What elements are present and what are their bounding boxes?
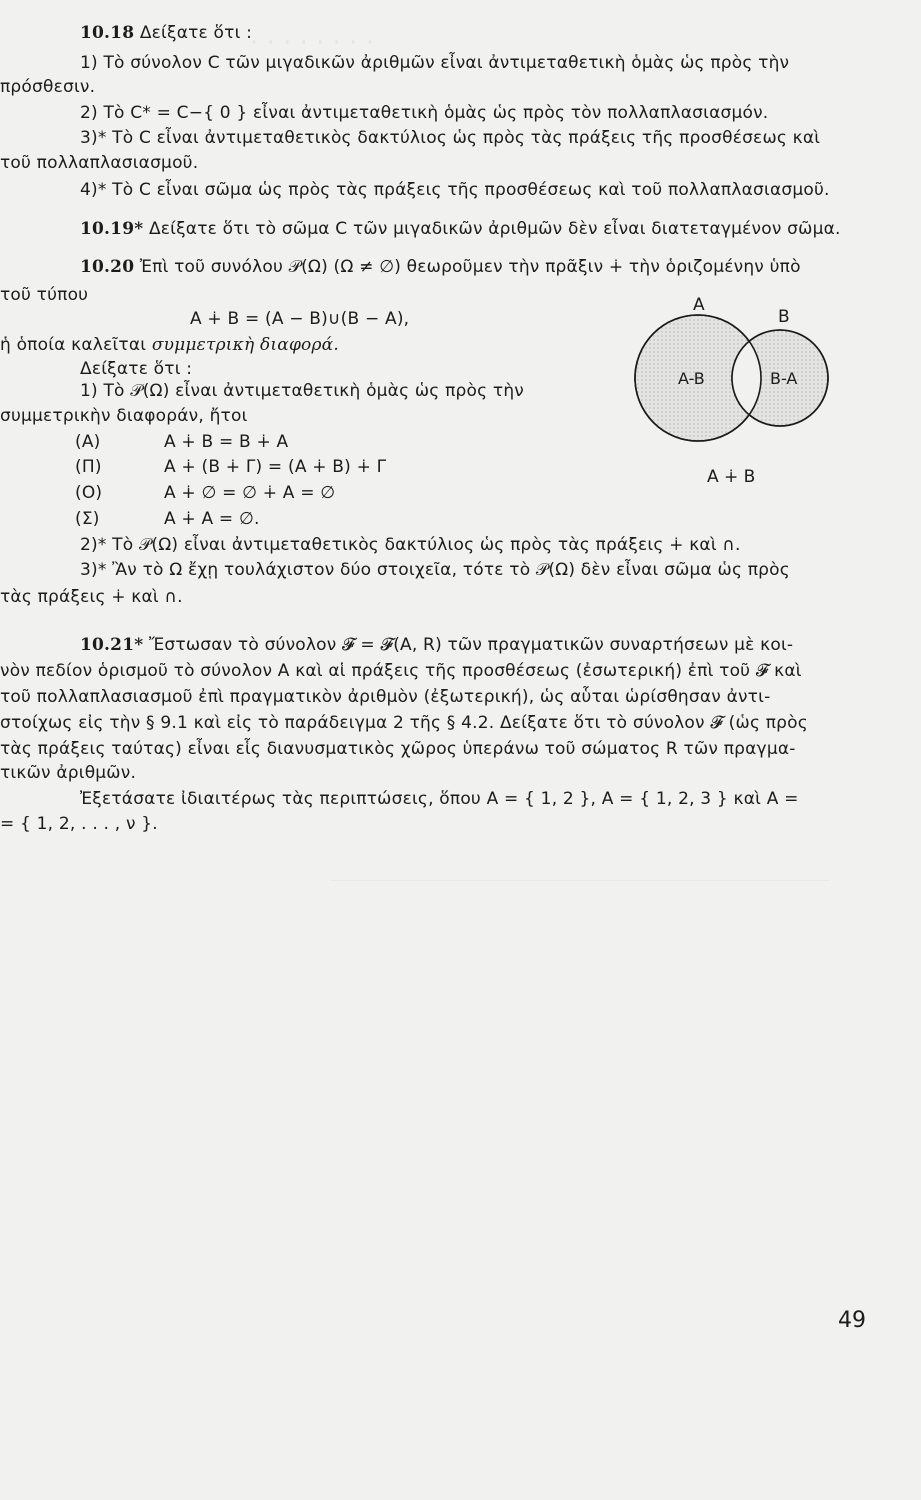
exercise-10-18-line: 3)* Τὸ C εἶναι ἀντιμεταθετικὸς δακτύλιος ὡς πρὸς τὰς πράξεις τῆς προσθέσεως καὶ (80, 128, 821, 148)
exercise-10-20-line: 3)* Ἂν τὸ Ω ἔχῃ τουλάχιστον δύο στοιχεῖα, τότε τὸ 𝒫(Ω) δὲν εἶναι σῶμα ὡς πρὸς (80, 560, 790, 580)
property-label: (Π) (75, 457, 102, 477)
property-label: (O) (75, 483, 103, 503)
exercise-10-21-line: νὸν πεδίον ὁρισμοῦ τὸ σύνολον A καὶ αἱ πράξεις τῆς προσθέσεως (ἐσωτερική) ἐπὶ τοῦ 𝓕 καὶ (0, 661, 802, 681)
exercise-intro: Δείξατε ὅτι : (139, 23, 253, 43)
exercise-10-18-line: 1) Τὸ σύνολον C τῶν μιγαδικῶν ἀριθμῶν εἶναι ἀντιμεταθετικὴ ὁμὰς ὡς πρὸς τὴν (80, 53, 790, 73)
property-equation: A ∔ (B ∔ Γ) = (A ∔ B) ∔ Γ (164, 457, 387, 477)
page-number: 49 (838, 1308, 866, 1333)
venn-label-b: B (778, 307, 790, 327)
venn-label-a: A (693, 295, 705, 315)
exercise-10-21-heading (80, 634, 793, 656)
venn-caption: A ∔ B (707, 467, 756, 487)
exercise-10-21-line: τικῶν ἀριθμῶν. (0, 763, 137, 783)
exercise-10-20-line: τοῦ τύπου (0, 285, 89, 305)
exercise-10-21-line: = { 1, 2, . . . , ν }. (0, 814, 158, 834)
property-label: (Σ) (75, 509, 100, 529)
exercise-10-20-line: 2)* Τὸ 𝒫(Ω) εἶναι ἀντιμεταθετικὸς δακτύλιος ὡς πρὸς τὰς πράξεις ∔ καὶ ∩. (80, 535, 741, 555)
exercise-text: Ἐπὶ τοῦ συνόλου 𝒫(Ω) (Ω ≠ ∅) θεωροῦμεν τὴν πρᾶξιν ∔ τὴν ὁριζομένην ὑπὸ (139, 257, 801, 277)
exercise-number: 10.20 (80, 257, 135, 277)
exercise-number: 10.18 (80, 23, 135, 43)
exercise-number: 10.21* (80, 635, 144, 655)
exercise-10-21-line: τὰς πράξεις ταύτας) εἶναι εἷς διανυσματικὸς χῶρος ὑπεράνω τοῦ σώματος R τῶν πραγμα- (0, 739, 796, 759)
bleed-through-area (330, 880, 830, 1301)
venn-region-b-minus-a: B-A (770, 369, 798, 388)
exercise-10-19 (80, 218, 841, 240)
exercise-10-18-line: 2) Τὸ C* = C−{ 0 } εἶναι ἀντιμεταθετικὴ ὁμὰς ὡς πρὸς τὸν πολλαπλασιασμόν. (80, 103, 769, 123)
exercise-10-21-line: Ἐξετάσατε ἰδιαιτέρως τὰς περιπτώσεις, ὅπου A = { 1, 2 }, A = { 1, 2, 3 } καὶ A = (80, 789, 799, 809)
exercise-10-18-heading (80, 22, 252, 44)
exercise-10-20-line: 1) Τὸ 𝒫(Ω) εἶναι ἀντιμεταθετικὴ ὁμὰς ὡς πρὸς τὴν (80, 381, 525, 401)
property-equation: A ∔ B = B ∔ A (164, 432, 289, 452)
exercise-10-18-line: τοῦ πολλαπλασιασμοῦ. (0, 153, 199, 173)
symmetric-difference-formula: A ∔ B = (A − B)∪(B − A), (190, 309, 410, 329)
exercise-10-18-line: πρόσθεσιν. (0, 77, 96, 97)
venn-diagram (620, 282, 850, 497)
property-equation: A ∔ A = ∅. (164, 509, 260, 529)
exercise-10-21-line: τοῦ πολλαπλασιασμοῦ ἐπὶ πραγματικὸν ἀριθμὸν (ἐξωτερική), ὡς αὗται ὡρίσθησαν ἀντι- (0, 687, 771, 707)
exercise-10-20-heading (80, 256, 801, 278)
exercise-number: 10.19* (80, 219, 144, 239)
exercise-10-20-intro: Δείξατε ὅτι : (80, 359, 193, 379)
bleed-through-text: · · · · · · · · (250, 28, 374, 58)
exercise-10-20-line: συμμετρικὴν διαφοράν, ἤτοι (0, 406, 248, 426)
exercise-text: Ἔστωσαν τὸ σύνολον 𝓕 = 𝓕(A, R) τῶν πραγματικῶν συναρτήσεων μὲ κοι- (148, 635, 794, 655)
property-equation: A ∔ ∅ = ∅ ∔ A = ∅ (164, 483, 336, 503)
exercise-text: Δείξατε ὅτι τὸ σῶμα C τῶν μιγαδικῶν ἀριθμῶν δὲν εἶναι διατεταγμένον σῶμα. (148, 219, 841, 239)
property-label: (A) (75, 432, 101, 452)
venn-region-a-minus-b: A-B (678, 369, 705, 388)
exercise-10-18-line: 4)* Τὸ C εἶναι σῶμα ὡς πρὸς τὰς πράξεις τῆς προσθέσεως καὶ τοῦ πολλαπλασιασμοῦ. (80, 180, 830, 200)
defined-term: συμμετρικὴ διαφορά. (151, 335, 339, 355)
definition-text: ἡ ὁποία καλεῖται (0, 335, 147, 355)
exercise-10-21-line: στοίχως εἰς τὴν § 9.1 καὶ εἰς τὸ παράδειγμα 2 τῆς § 4.2. Δείξατε ὅτι τὸ σύνολον 𝓕 (ὡς πρὸς (0, 713, 808, 733)
exercise-10-20-line: τὰς πράξεις ∔ καὶ ∩. (0, 587, 183, 607)
exercise-10-20-line (0, 334, 339, 356)
